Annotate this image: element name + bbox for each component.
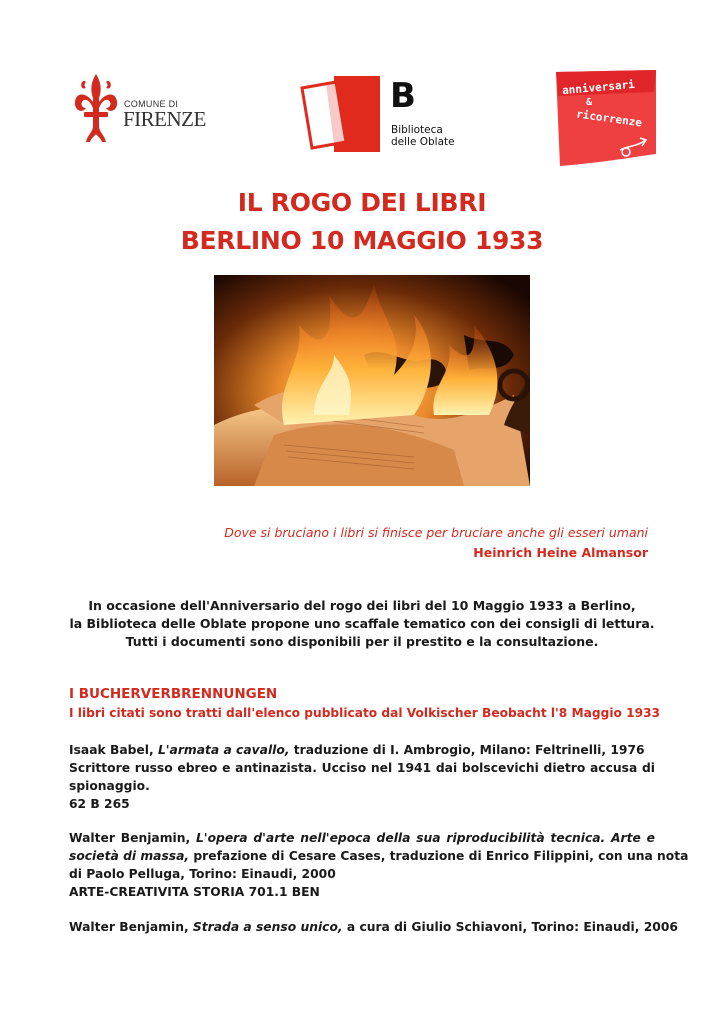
entry-citation <box>69 741 655 759</box>
entry-author: Isaak Babel, <box>69 743 158 757</box>
entry-title-part1: L'opera d'arte nell'epoca della sua riproducibilità tecnica. Arte e <box>195 831 655 845</box>
section-heading: I BUCHERVERBRENNUNGEN <box>69 686 278 702</box>
comune-di-firenze-logo <box>72 72 206 144</box>
entry-author: Walter Benjamin, <box>69 831 196 845</box>
oblate-red-shapes-icon <box>296 72 388 152</box>
entry-note-line2: spionaggio. <box>69 779 150 793</box>
intro-line1: In occasione dell'Anniversario del rogo dei libri del 10 Maggio 1933 a Berlino, <box>88 598 636 613</box>
firenze-logo-line1: COMUNE DI <box>124 99 179 109</box>
entry-title-part2: società di massa, <box>69 849 190 863</box>
entry-author: Walter Benjamin, <box>69 920 193 934</box>
fleur-de-lis-icon <box>72 72 120 144</box>
entry-citation-line2 <box>69 847 689 865</box>
entry-publication: traduzione di I. Ambrogio, Milano: Feltrinelli, 1976 <box>289 743 645 757</box>
page-title-line2: BERLINO 10 MAGGIO 1933 <box>180 226 544 255</box>
entry-citation-line1 <box>69 829 655 847</box>
entry-title: L'armata a cavallo, <box>157 743 290 757</box>
ricorrenze-text: ricorrenze <box>575 107 643 130</box>
firenze-logo-line2: FIRENZE <box>123 107 206 131</box>
intro-line3: Tutti i documenti sono disponibili per il prestito e la consultazione. <box>125 634 599 649</box>
oblate-logo-line1: Biblioteca <box>391 124 443 136</box>
entry-publication: a cura di Giulio Schiavoni, Torino: Einaudi, 2006 <box>342 920 678 934</box>
entry-shelfmark: ARTE-CREATIVITA STORIA 701.1 BEN <box>69 885 320 899</box>
biblioteca-oblate-logo <box>296 72 455 152</box>
oblate-logo-letter: B <box>390 76 416 116</box>
heine-quote: Dove si bruciano i libri si finisce per bruciare anche gli esseri umani <box>224 525 648 540</box>
entry-citation <box>69 918 678 936</box>
bibliography-entry-benjamin-strada <box>69 918 678 936</box>
section-subheading: I libri citati sono tratti dall'elenco pubblicato dal Volkischer Beobacht l'8 Maggio 1933 <box>69 706 661 720</box>
bibliography-entry-babel <box>69 741 655 813</box>
entry-note-line1: Scrittore russo ebreo e antinazista. Ucciso nel 1941 dai bolscevichi dietro accusa di <box>69 761 655 775</box>
page-title-line1: IL ROGO DEI LIBRI <box>237 188 487 217</box>
ampersand-text: & <box>586 97 593 108</box>
entry-publication: prefazione di Cesare Cases, traduzione di Enrico Filippini, con una nota <box>189 849 689 863</box>
burning-books-photo <box>214 275 530 486</box>
bibliography-entry-benjamin-opera <box>69 829 689 901</box>
anniversari-text: anniversari <box>561 77 636 98</box>
entry-citation-line3: di Paolo Pelluga, Torino: Einaudi, 2000 <box>69 867 336 881</box>
intro-line2: la Biblioteca delle Oblate propone uno scaffale tematico con dei consigli di lettura. <box>69 616 655 631</box>
oblate-logo-line2: delle Oblate <box>391 136 455 148</box>
entry-shelfmark: 62 B 265 <box>69 797 130 811</box>
anniversari-ricorrenze-logo <box>556 70 656 166</box>
quote-author: Heinrich Heine Almansor <box>473 545 648 560</box>
entry-title: Strada a senso unico, <box>192 920 343 934</box>
